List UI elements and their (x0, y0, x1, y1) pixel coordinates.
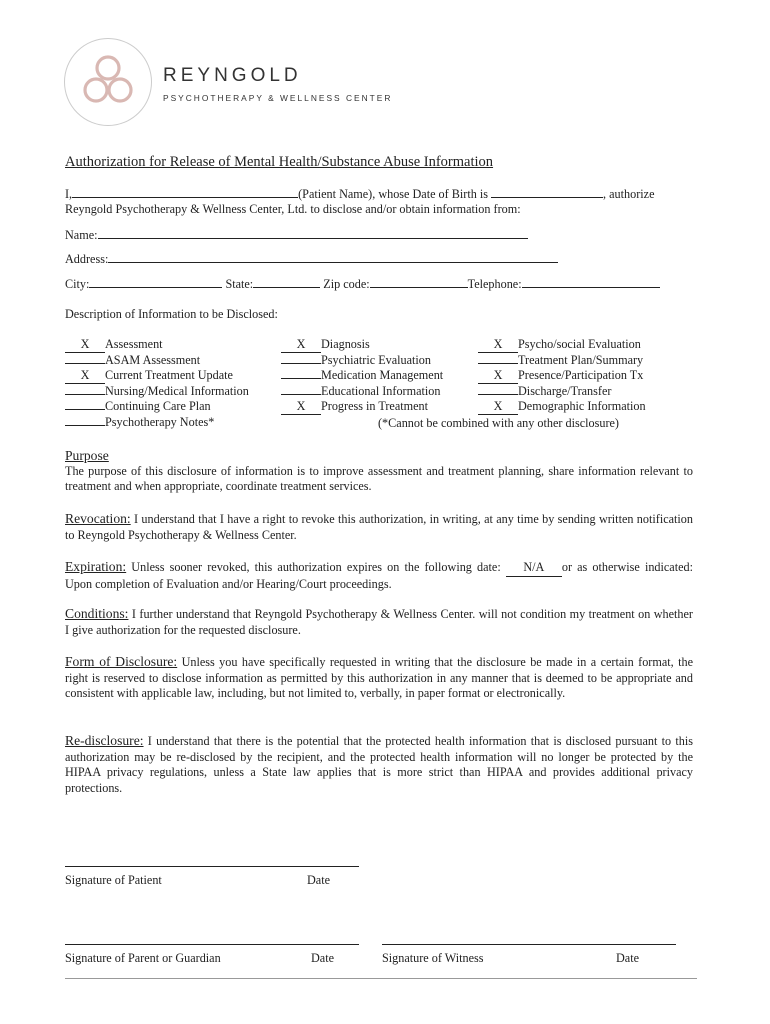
expiration-date-field[interactable]: N/A (506, 560, 562, 577)
patient-name-field[interactable] (72, 186, 298, 198)
option-checkmark-field[interactable] (65, 394, 105, 395)
form-of-disclosure-heading: Form of Disclosure: (65, 654, 178, 669)
address-field[interactable] (108, 251, 558, 263)
zip-field[interactable] (370, 276, 468, 288)
option-label: Diagnosis (321, 337, 370, 351)
purpose-text: The purpose of this disclosure of information is to improve assessment and treatment planning, share information relevant to treatment and when appropriate, coordinate treatment services. (65, 463, 693, 494)
brand-subtitle: PSYCHOTHERAPY & WELLNESS CENTER (163, 93, 393, 103)
disclosure-option (281, 337, 370, 353)
option-checkmark-field[interactable]: X (478, 368, 518, 384)
option-checkmark-field[interactable]: X (65, 368, 105, 384)
option-checkmark-field[interactable] (281, 394, 321, 395)
address-row: Address: (65, 251, 558, 267)
trefoil-logo-icon (64, 38, 152, 126)
redisclosure-heading: Re-disclosure: (65, 733, 144, 748)
option-checkmark-field[interactable]: X (478, 399, 518, 415)
patient-signature-line[interactable] (65, 866, 359, 867)
option-label: Current Treatment Update (105, 368, 233, 383)
date-of-birth-field[interactable] (491, 186, 603, 198)
option-label: Demographic Information (518, 399, 646, 414)
form-of-disclosure-text: Unless you have specifically requested in writing that the disclosure be made in a certain format, the right is reserved to disclose information as permitted by this authorization in any manner that is deemed to be appropriate and consistent with applicable law, including, but not limited to, verbally, in paper format or electronically. (65, 655, 693, 701)
disclosure-option (65, 415, 214, 430)
option-checkmark-field[interactable] (65, 425, 105, 426)
conditions-heading: Conditions: (65, 606, 129, 621)
guardian-signature-label: Signature of Parent or Guardian (65, 951, 221, 965)
telephone-field[interactable] (522, 276, 660, 288)
revocation-section (65, 511, 693, 543)
option-label: Treatment Plan/Summary (518, 352, 644, 367)
footnote: (*Cannot be combined with any other disclosure) (378, 416, 619, 430)
city-row: City: State: Zip code: Telephone: (65, 276, 660, 292)
form-of-disclosure-section (65, 654, 693, 702)
patient-date-label: Date (307, 873, 331, 887)
guardian-date-label: Date (311, 951, 335, 965)
option-checkmark-field[interactable] (65, 409, 105, 410)
option-label: Psycho/social Evaluation (518, 337, 641, 351)
conditions-section (65, 606, 693, 638)
disclosure-option (478, 384, 611, 399)
option-label: Nursing/Medical Information (105, 383, 249, 398)
option-checkmark-field[interactable]: X (478, 337, 518, 353)
intro-line-2: Reyngold Psychotherapy & Wellness Center, Ltd. to disclose and/or obtain information from: (65, 202, 521, 216)
disclosure-option (65, 399, 211, 414)
option-label: Continuing Care Plan (105, 399, 211, 414)
revocation-heading: Revocation: (65, 511, 131, 526)
option-checkmark-field[interactable]: X (281, 337, 321, 353)
disclosure-option (65, 368, 233, 384)
guardian-signature-line[interactable] (65, 944, 359, 945)
redisclosure-text: I understand that there is the potential that the protected health information that is disclosed pursuant to this authorization may be re-disclosed by the recipient, and the protected health information will no longer be protected by the HIPAA privacy regulations, unless a State law applies that is more strict than HIPAA and provides additional privacy protections. (65, 734, 693, 795)
disclosure-option (478, 337, 641, 353)
option-checkmark-field[interactable] (478, 363, 518, 364)
option-label: Discharge/Transfer (518, 383, 612, 398)
brand-name: REYNGOLD (163, 65, 302, 86)
witness-date-label: Date (616, 951, 640, 965)
option-checkmark-field[interactable] (65, 363, 105, 364)
purpose-section (65, 448, 693, 495)
witness-signature-label: Signature of Witness (382, 951, 484, 965)
option-label: Medication Management (321, 368, 444, 383)
witness-signature-line[interactable] (382, 944, 676, 945)
disclosure-option (65, 337, 163, 353)
description-heading: Description of Information to be Disclosed: (65, 307, 278, 321)
option-checkmark-field[interactable] (281, 363, 321, 364)
disclosure-option (281, 384, 440, 399)
option-label: Educational Information (321, 383, 441, 398)
option-checkmark-field[interactable] (478, 394, 518, 395)
bottom-divider (65, 978, 697, 979)
option-checkmark-field[interactable] (281, 378, 321, 379)
page-title: Authorization for Release of Mental Health/Substance Abuse Information (65, 154, 494, 170)
option-checkmark-field[interactable]: X (65, 337, 105, 353)
option-label: Psychotherapy Notes* (105, 415, 215, 429)
revocation-text: I understand that I have a right to revoke this authorization, in writing, at any time by sending written notification to Reyngold Psychotherapy & Wellness Center. (65, 512, 693, 542)
disclosure-option (281, 353, 431, 368)
disclosure-option (478, 353, 643, 368)
disclosure-option (478, 368, 643, 384)
disclosure-option (65, 353, 200, 368)
redisclosure-section (65, 733, 693, 796)
option-label: Psychiatric Evaluation (321, 352, 431, 367)
disclosure-option (281, 399, 428, 415)
name-field[interactable] (98, 227, 528, 239)
logo (64, 38, 152, 126)
expiration-section: Expiration: Unless sooner revoked, this authorization expires on the following date: N/A or as otherwise indicated: Upon completion of Evaluation and/or Hearing/Court proceedings. (65, 559, 693, 591)
option-label: Assessment (105, 337, 163, 351)
patient-signature-label: Signature of Patient (65, 873, 162, 887)
conditions-text: I further understand that Reyngold Psychotherapy & Wellness Center. will not condition my treatment on whether I give authorization for the requested disclosure. (65, 607, 693, 637)
disclosure-option (478, 399, 646, 415)
disclosure-option (281, 368, 443, 383)
option-label: Progress in Treatment (321, 399, 428, 414)
name-row: Name: (65, 227, 528, 243)
expiration-heading: Expiration: (65, 559, 127, 574)
option-label: ASAM Assessment (105, 352, 201, 367)
option-checkmark-field[interactable]: X (281, 399, 321, 415)
state-field[interactable] (253, 276, 320, 288)
option-label: Presence/Participation Tx (518, 368, 644, 383)
purpose-heading: Purpose (65, 448, 109, 463)
disclosure-option (65, 384, 249, 399)
city-field[interactable] (89, 276, 222, 288)
intro-line-1: I, (Patient Name), whose Date of Birth is , authorize (65, 187, 655, 201)
